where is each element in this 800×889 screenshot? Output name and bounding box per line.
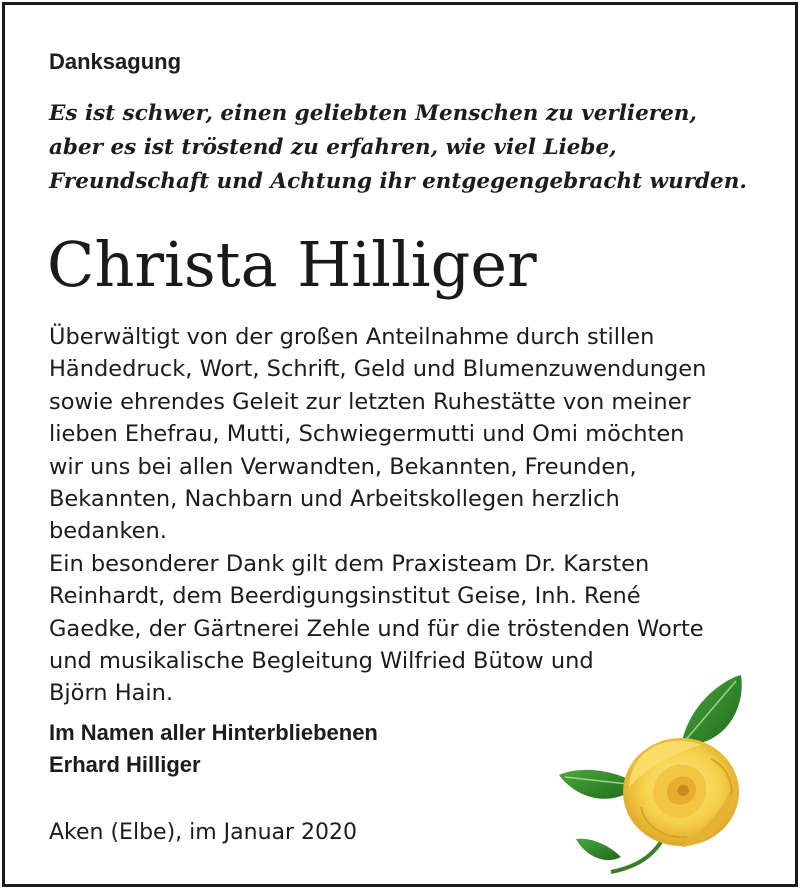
obituary-notice xyxy=(2,2,798,887)
motto xyxy=(49,97,749,199)
heading: Danksagung xyxy=(49,49,182,74)
motto-line: aber es ist tröstend zu erfahren, wie viel Liebe, xyxy=(49,135,617,160)
yellow-rose-icon xyxy=(541,667,761,877)
body-line: Bekannten, Nachbarn und Arbeitskollegen herzlich xyxy=(49,486,620,513)
signature-name: Erhard Hilliger xyxy=(49,752,201,777)
body-line: Reinhardt, dem Beerdigungsinstitut Geise, Inh. René xyxy=(49,583,641,610)
signature xyxy=(49,717,378,781)
body-line: Ein besonderer Dank gilt dem Praxisteam Dr. Karsten xyxy=(49,550,650,577)
body-line: Björn Hain. xyxy=(49,680,174,707)
motto-line: Es ist schwer, einen geliebten Menschen zu verlieren, xyxy=(49,101,697,126)
motto-line: Freundschaft und Achtung ihr entgegengebracht wurden. xyxy=(49,169,747,194)
body-line: wir uns bei allen Verwandten, Bekannten, Freunden, xyxy=(49,453,637,480)
body-line: und musikalische Begleitung Wilfried Bütow und xyxy=(49,648,594,675)
body-text xyxy=(49,321,769,710)
body-line: Überwältigt von der großen Anteilnahme durch stillen xyxy=(49,324,655,350)
body-line: bedanken. xyxy=(49,518,167,545)
body-line: sowie ehrendes Geleit zur letzten Ruhestätte von meiner xyxy=(49,388,691,415)
body-line: lieben Ehefrau, Mutti, Schwiegermutti und Omi möchten xyxy=(49,421,685,448)
deceased-name: Christa Hilliger xyxy=(47,228,537,301)
place-date: Aken (Elbe), im Januar 2020 xyxy=(49,820,358,845)
signature-line: Im Namen aller Hinterbliebenen xyxy=(49,720,378,745)
body-line: Gaedke, der Gärtnerei Zehle und für die tröstenden Worte xyxy=(49,615,704,642)
body-line: Händedruck, Wort, Schrift, Geld und Blumenzuwendungen xyxy=(49,356,707,383)
